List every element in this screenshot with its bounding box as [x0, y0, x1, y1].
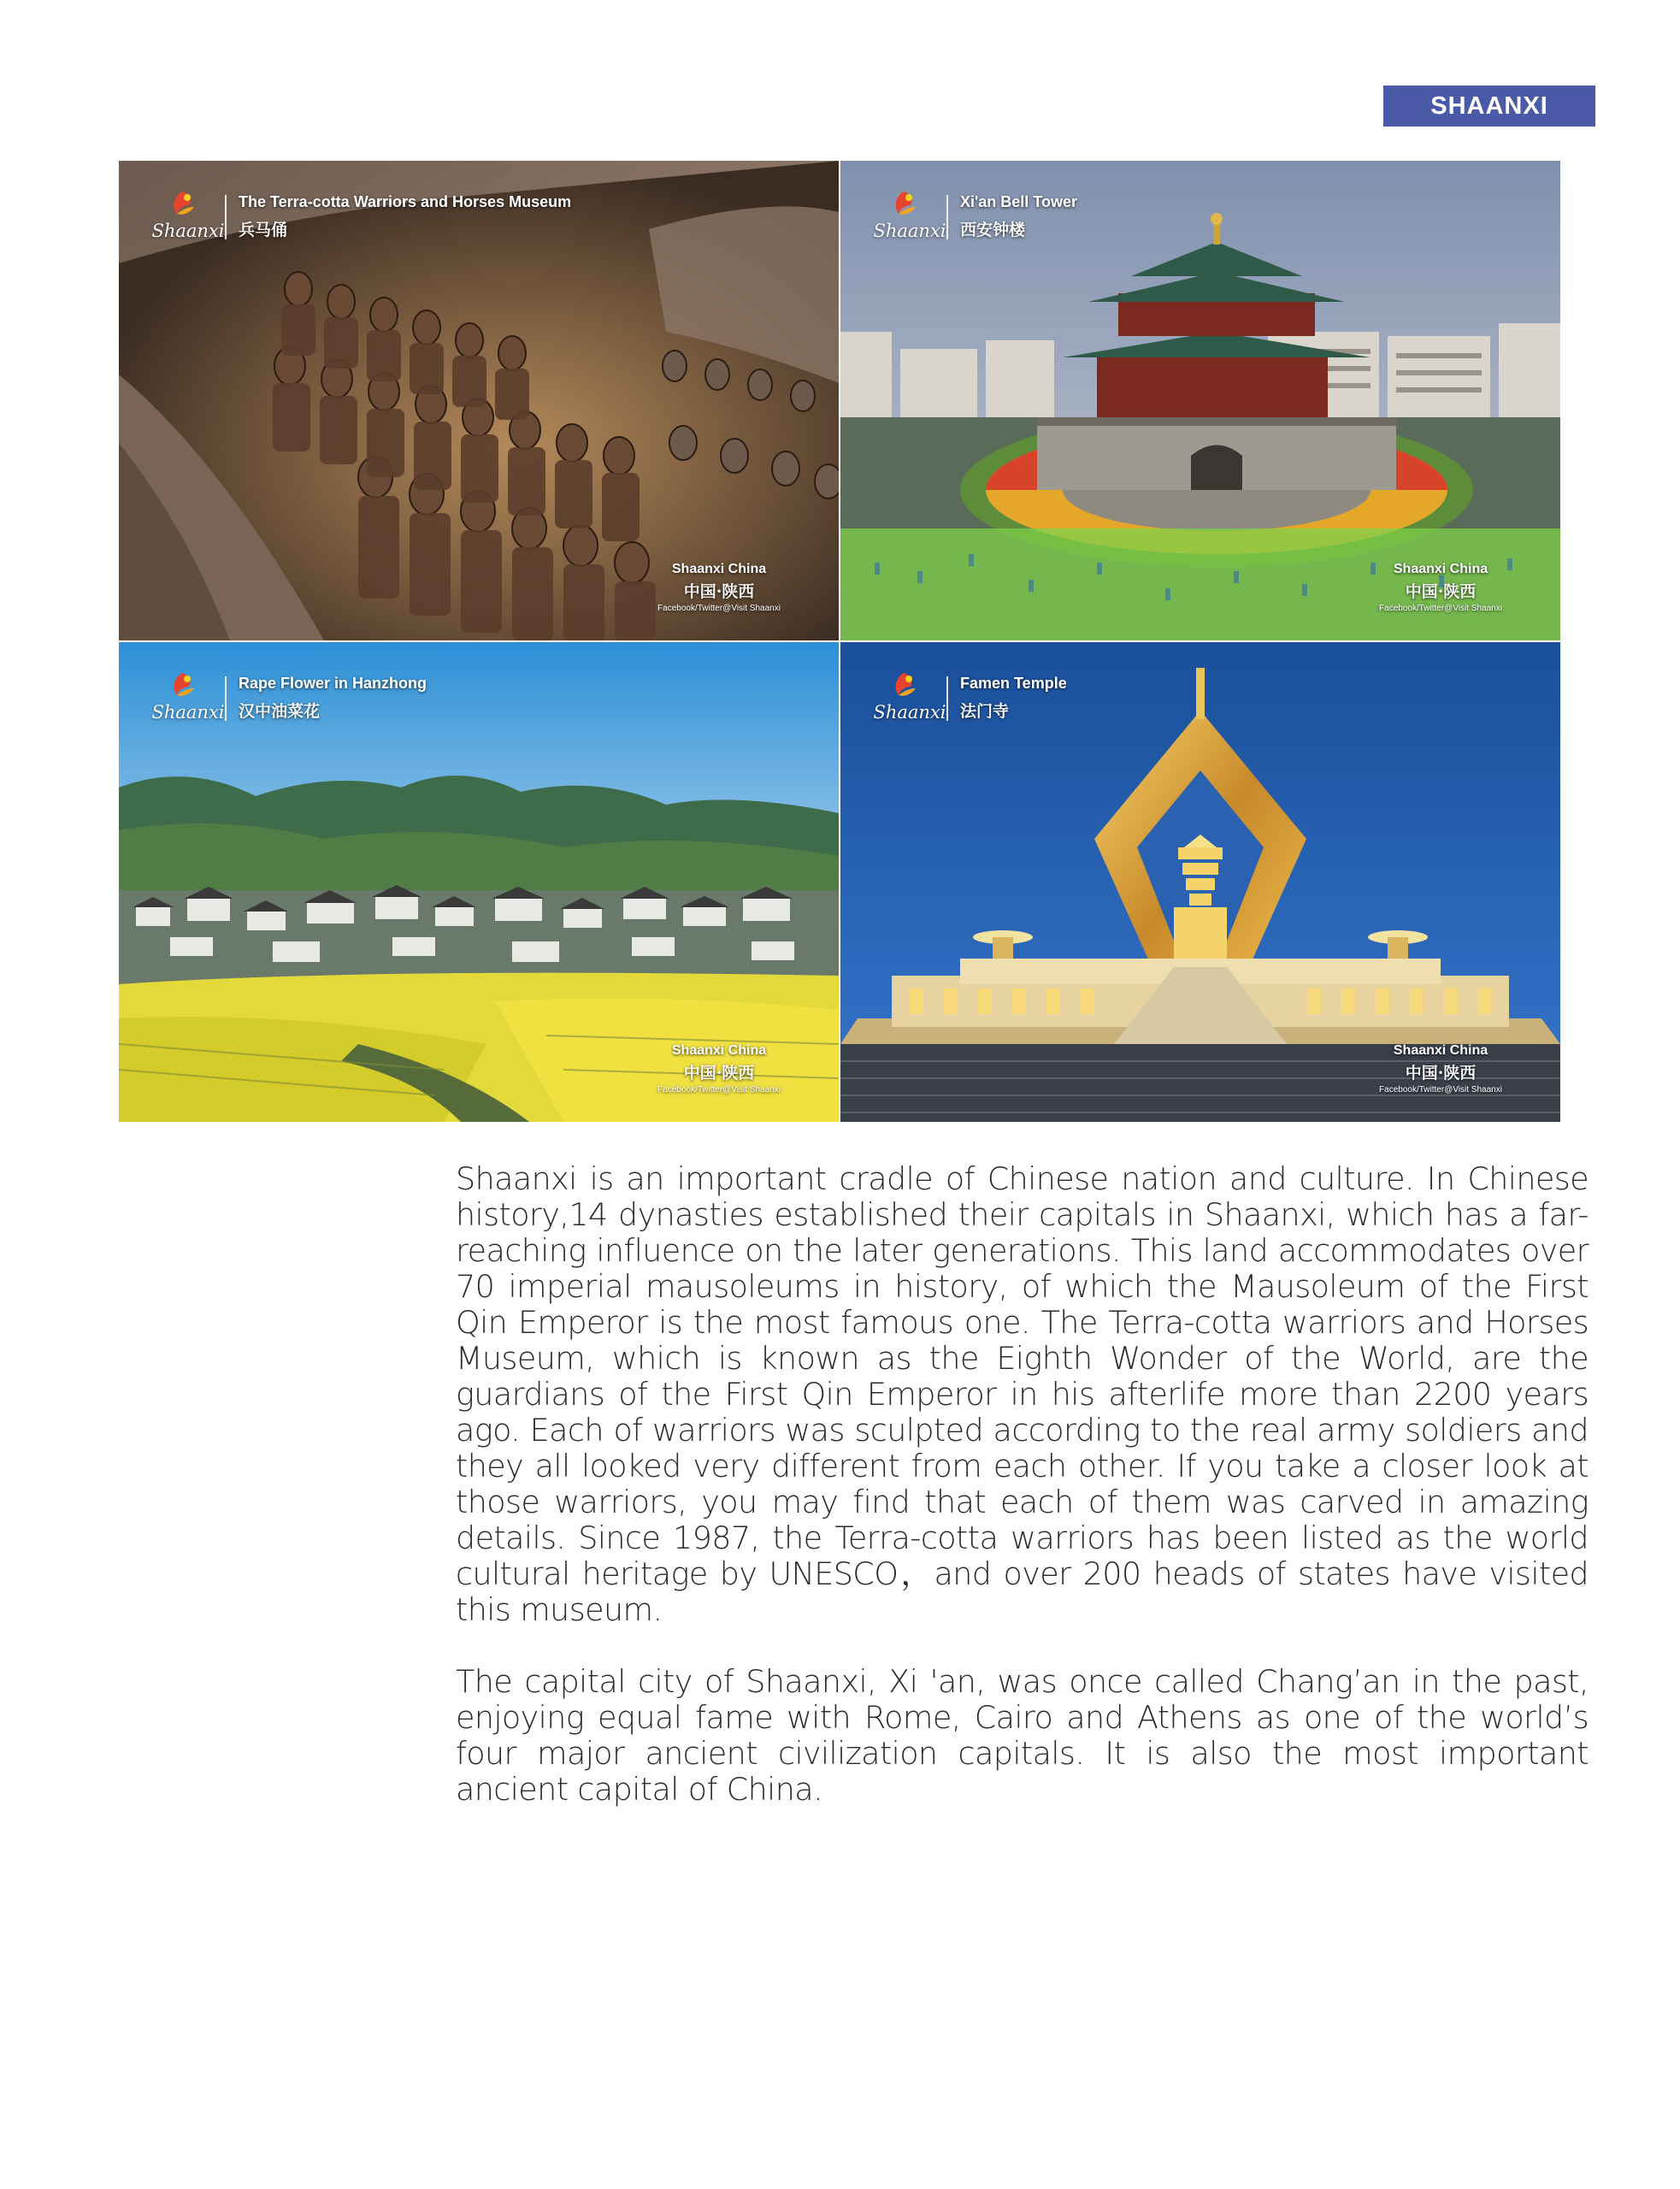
stamp-social: Facebook/Twitter@Visit Shaanxi	[657, 1085, 781, 1094]
caption-divider	[946, 676, 948, 721]
caption-divider	[946, 195, 948, 239]
photo-title-en: Famen Temple	[960, 675, 1067, 692]
photo-famen-temple	[840, 642, 1560, 1122]
shaanxi-logo-icon	[888, 190, 919, 219]
stamp-en: Shaanxi China	[671, 562, 767, 576]
section-tag: SHAANXI	[1383, 86, 1595, 127]
stamp-en: Shaanxi China	[1393, 1043, 1488, 1058]
stamp-cn: 中国·陕西	[1405, 582, 1477, 601]
caption-divider	[225, 676, 227, 721]
logo-wordmark: Shaanxi	[873, 221, 946, 241]
photo-stamp	[642, 562, 796, 613]
stamp-en: Shaanxi China	[671, 1043, 767, 1058]
shaanxi-logo-icon	[888, 671, 919, 700]
photo-stamp	[642, 1043, 796, 1094]
paragraph-history: Shaanxi is an important cradle of Chinese nation and culture. In Chinese history,14 dynasties established their capitals in Shaanxi, which has a far-reaching influence on the later generations. This land accommodates over 70 imperial mausoleums in history, of which the Mausoleum of the First Qin Emperor is the most famous one. The Terra-cotta warriors and Horses Museum, which is known as the Eighth Wonder of the World, are the guardians of the First Qin Emperor in his afterlife more than 2200 years ago. Each of warriors was sculpted according to the real army soldiers and they all looked very different from each other. If you take a closer look at those warriors, you may find that each of them was carved in amazing details. Since 1987, the Terra-cotta warriors has been listed as the world cultural heritage by UNESCO，and over 200 heads of states have visited this museum.	[456, 1160, 1589, 1628]
photo-title-en: The Terra-cotta Warriors and Horses Museum	[239, 193, 572, 210]
stamp-social: Facebook/Twitter@Visit Shaanxi	[1379, 1085, 1502, 1094]
photo-grid	[119, 161, 1560, 1122]
photo-title-en: Xi'an Bell Tower	[960, 193, 1077, 210]
photo-title-cn: 法门寺	[960, 702, 1010, 721]
shaanxi-logo	[871, 190, 946, 253]
photo-title-cn: 兵马俑	[239, 221, 288, 239]
stamp-social: Facebook/Twitter@Visit Shaanxi	[1379, 604, 1502, 613]
logo-wordmark: Shaanxi	[151, 221, 225, 241]
photo-terracotta-warriors	[119, 161, 839, 640]
photo-stamp	[1364, 562, 1518, 613]
photo-rape-flower	[119, 642, 839, 1122]
stamp-cn: 中国·陕西	[1405, 1064, 1477, 1083]
logo-wordmark: Shaanxi	[873, 702, 946, 723]
paragraph-xian: The capital city of Shaanxi, Xi 'an, was once called Chang’an in the past, enjoying equal fame with Rome, Cairo and Athens as one of the world’s four major ancient civilization capitals. It is also the most important ancient capital of China.	[456, 1663, 1589, 1808]
shaanxi-logo	[871, 671, 946, 735]
stamp-cn: 中国·陕西	[683, 582, 755, 601]
photo-title-en: Rape Flower in Hanzhong	[239, 675, 427, 692]
shaanxi-logo-icon	[167, 671, 197, 700]
logo-wordmark: Shaanxi	[151, 702, 225, 723]
stamp-en: Shaanxi China	[1393, 562, 1488, 576]
caption-divider	[225, 195, 227, 239]
photo-title-cn: 汉中油菜花	[239, 702, 321, 721]
photo-bell-tower	[840, 161, 1560, 640]
photo-title-cn: 西安钟楼	[960, 221, 1026, 239]
photo-stamp	[1364, 1043, 1518, 1094]
article-body	[456, 1161, 1589, 1844]
stamp-social: Facebook/Twitter@Visit Shaanxi	[657, 604, 781, 613]
stamp-cn: 中国·陕西	[683, 1064, 755, 1083]
shaanxi-logo-icon	[167, 190, 197, 219]
shaanxi-logo	[150, 190, 225, 253]
shaanxi-logo	[150, 671, 225, 735]
